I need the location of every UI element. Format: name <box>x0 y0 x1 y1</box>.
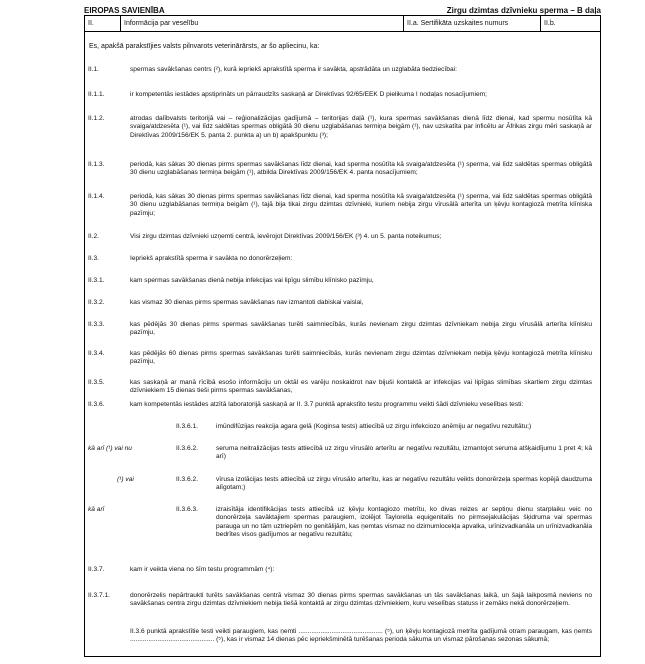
header-left: EIROPAS SAVIENĪBA <box>84 6 165 15</box>
header-col-title: Informācija par veselību <box>121 16 404 31</box>
item-text: atrodas dalībvalsts teritorijā vai – reģionalizācijas gadījumā – teritorijas daļā (¹), kura spermas savākšanas dienā līdz dienai, kad spermu nosūtīta kā svaiga/atdzesēta (¹), vai līdz saldētas spermas obligātā 30 dienu uzglabāšanas termiņa beigām (¹), nav uzskatīta par inficētu ar Āfrikas zirgu mēri saskaņā ar Direktīvas 2009/156/EK 5. panta 2. punkta a) un b) apakšpunktu (³); <box>130 115 592 139</box>
item-text: periodā, kas sākas 30 dienas pirms spermas savākšanas līdz dienai, kad sperma nosūtīta kā svaiga/atdzesēta (¹) sperma, vai līdz saldētas spermas obligātā 30 dienu uzglabāšanas termiņa beigām (¹), atbilda Direktīvas 2009/156/EK 4. panta nosacījumiem; <box>130 161 592 177</box>
item-text: ir kompetentās iestādes apstiprināts un pārraudzīts saskaņā ar Direktīvas 92/65/EEK D pielikuma I nodaļas nosacījumiem; <box>130 91 487 98</box>
test-text: imūndifūzijas reakcija agara gelā (Koginsa tests) attiecībā uz zirgu infekciozo anēmiju ar negatīvu rezultātu;) <box>216 423 532 430</box>
item-text: kam spermas savākšanas dienā nebija infekcijas vai lipīgu slimību klīnisko pazīmju, <box>130 277 374 284</box>
item-text: kas pēdējās 60 dienas pirms spermas savākšanas turēti saimniecībās, kurās nevienam zirgu dzimtas dzīvniekam nebija ķēvju kontagiozā metrīta klīnisku pazīmju, <box>130 350 592 366</box>
test-text: seruma neitralizācijas tests attiecībā uz zirgu vīrusālo arterītu ar negatīvu rezultātu, izmantojot seruma atšķaidījumu 1 pret 4; kā arī) <box>216 445 592 461</box>
test-number: II.3.6.2. <box>176 445 198 452</box>
item-text: spermas savākšanas centrs (²), kurā iepriekš aprakstītā sperma ir savākta, apstrādāta un uzglabāta tiedziecībai: <box>130 66 457 73</box>
intro-statement: Es, apakšā parakstījies valsts pilnvarots veterinārārsts, ar šo apliecinu, ka: <box>89 43 320 50</box>
header-right: Zirgu dzimtas dzīvnieku sperma – B daļa <box>446 6 601 15</box>
item-number: II.1.3. <box>88 161 105 168</box>
test-prefix: (¹) vai <box>117 476 134 483</box>
test-number: II.3.6.1. <box>176 423 198 430</box>
test-prefix: kā arī (¹) vai nu <box>88 445 132 452</box>
item-text: Iepriekš aprakstītā sperma ir savākta no donorērzeļiem: <box>130 255 293 262</box>
item-number: II.3.7.1. <box>88 592 110 599</box>
item-text: donorērzelis nepārtraukti turēts savākšanas centrā vismaz 30 dienas pirms spermas savākšanas un tās savākšanas laikā, un šajā laikposmā neviens no savākšanas centra zirgu dzimtas dzīvniekiem nebija tiešā kontaktā ar zirgu dzimtas dzīvniekiem, kuru veselības statuss ir zemāks nekā donorērzeļiem. <box>130 592 592 608</box>
test-text: izraisītāja identifikācijas tests attiecībā uz ķēvju kontagiozo metrītu, ko divas reizes ar septiņu dienu starplaiku veic no donorērzeļa savāktajiem spermas paraugiem, izolējot Taylorella equigenitalis no pirmsejakulācijas šķidruma vai spermas parauga un no tām uztriepēm no genitālijām, kas ņemtas vismaz no dzimumlocekļa apvalka, urīnizvadkanāla un urīnizvadkanāla bedrītes visos gadījumos ar negatīvu rezultātu; <box>216 506 592 538</box>
item-number: II.3.7. <box>88 566 105 573</box>
item-number: II.3.5. <box>88 379 105 386</box>
test-number: II.3.6.3. <box>176 506 198 513</box>
item-text: kas saskaņā ar manā rīcībā esošo informāciju un oktāl es varēju noskaidrot nav bijuši kontaktā ar infekcijas vai lipīgas slimības skartiem zirgu dzimtas dzīvniekiem 15 dienas tieši pirms spermas savākšanas, <box>130 379 592 395</box>
item-number: II.3.2. <box>88 299 105 306</box>
item-text: kam kompetentās iestādes atzītā laboratorijā saskaņā ar II. 3.7 punktā aprakstīto testu programmu veikti šādi dzīvnieku veselības testi: <box>130 401 524 408</box>
header-col-section: II. <box>85 16 121 31</box>
item-number: II.1.2. <box>88 115 105 122</box>
item-number: II.3.4. <box>88 350 105 357</box>
test-prefix: kā arī <box>88 506 105 513</box>
item-number: II.1.1. <box>88 91 105 98</box>
table-header-row <box>85 16 600 32</box>
item-number: II.3. <box>88 255 99 262</box>
item-text: II.3.6 punktā aprakstītie testi veikti paraugiem, kas ņemti .............................................. (⁵), un ķēvju kontagiozā metrīta gadījumā otram paraugam, kas ņemts .............................................. (⁵), kas ir vismaz 14 dienas pēc iepriekšminētā turēšanas perioda sākuma un vismaz pārošanas sezonas sākumā; <box>130 628 592 644</box>
item-number: II.3.1. <box>88 277 105 284</box>
item-text: kas vismaz 30 dienas pirms spermas savākšanas nav izmantoti dabiskai vaislai, <box>130 299 364 306</box>
test-text: vīrusa izolācijas tests attiecībā uz zirgu vīrusālo arterītu, kas ar negatīvu rezultātu veikts donorērzeļa spermas kopējā daudzuma alīgotam;) <box>216 476 592 492</box>
item-text: kam ir veikta viena no šīm testu programmām (⁴): <box>130 566 275 573</box>
item-number: II.2. <box>88 233 99 240</box>
item-number: II.3.3. <box>88 321 105 328</box>
item-number: II.1. <box>88 66 99 73</box>
header-col-iib: II.b. <box>544 20 556 27</box>
test-number: II.3.6.2. <box>176 476 198 483</box>
item-text: periodā, kas sākas 30 dienas pirms spermas savākšanas līdz dienai, kad sperma nosūtīta kā svaiga/atdzesēta (¹) sperma, vai līdz saldētas spermas obligātā 30 dienu uzglabāšanas termiņa beigām (¹), tajā bija tikai zirgu dzimtas dzīvnieki, kuriem nebija zirgu vīrusālā arterīta un ķēvju kontagiozā metrīta klīniska pazīmju; <box>130 193 592 217</box>
header-col-cert-number: II.a. Sertifikāta uzskaites numurs <box>404 16 541 31</box>
item-text: Visi zirgu dzimtas dzīvnieki uzņemti centrā, ievērojot Direktīvas 2009/156/EK (³) 4. un 5. panta noteikumus; <box>130 233 442 240</box>
item-text: kas pēdējās 30 dienas pirms spermas savākšanas turēti saimniecībās, kurās nevienam zirgu dzimtas dzīvniekam nebija zirgu vīrusālā arterīta klīnisku pazīmju, <box>130 321 592 337</box>
certificate-frame <box>84 15 601 657</box>
item-number: II.3.6. <box>88 401 105 408</box>
item-number: II.1.4. <box>88 193 105 200</box>
